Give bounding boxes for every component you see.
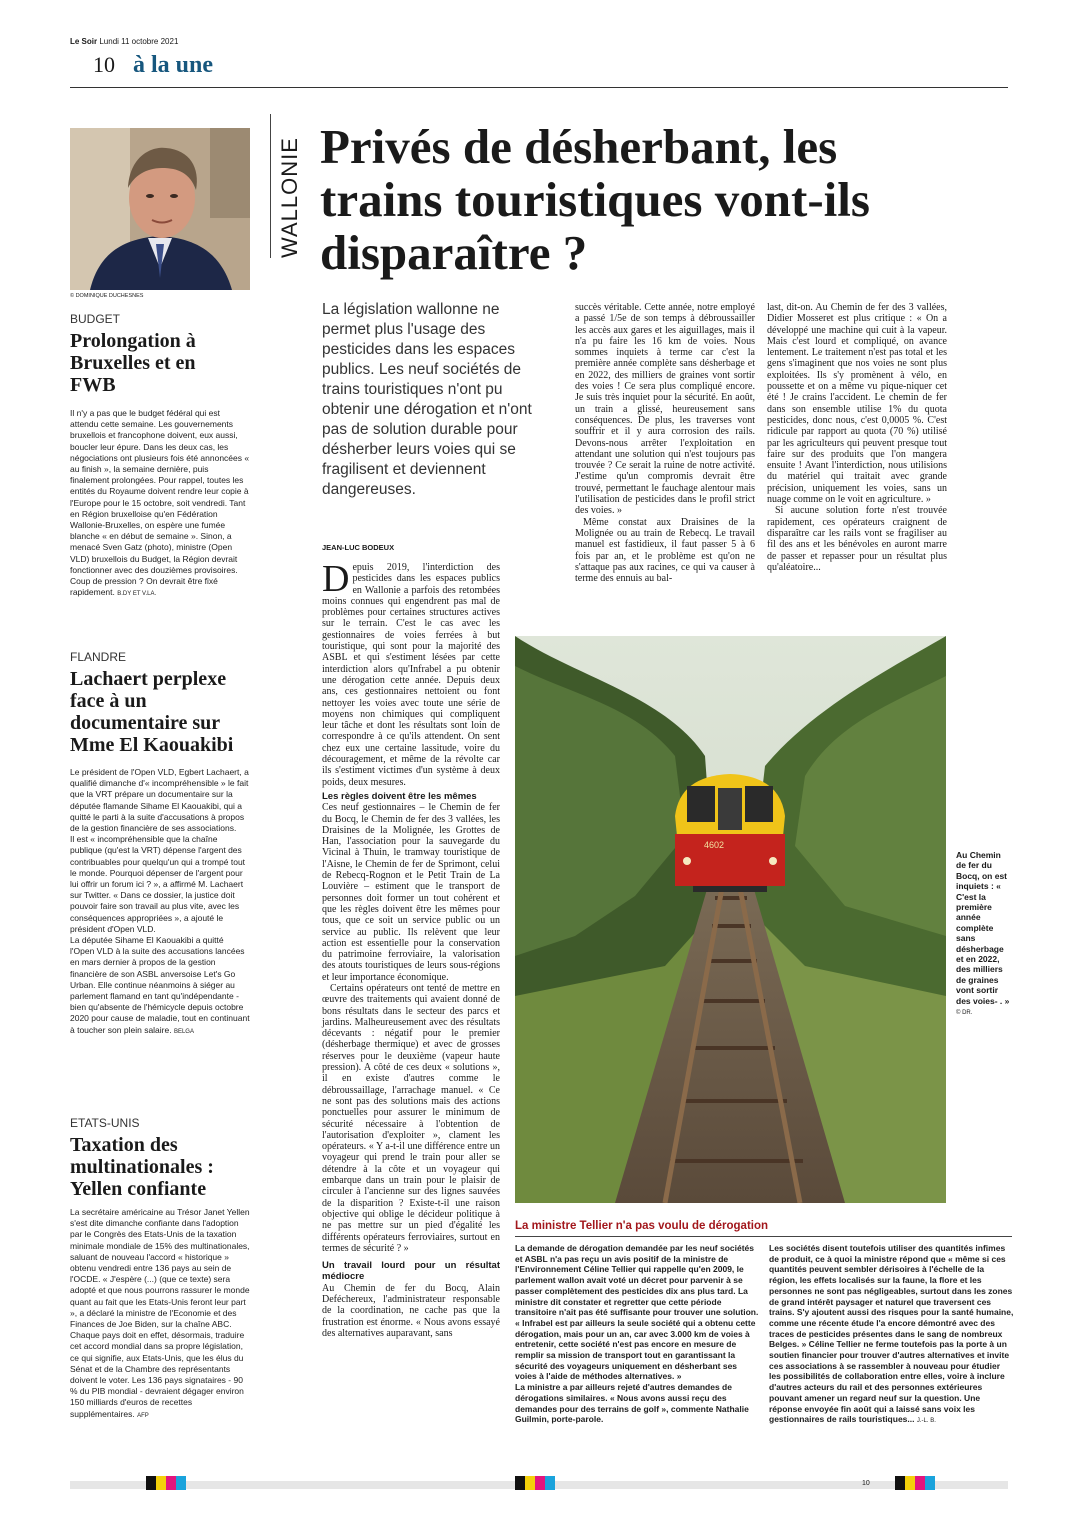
flandre-body [70,767,250,1038]
budget-text: Il n'y a pas que le budget fédéral qui est attendu cette semaine. Les gouvernements bruxellois et francophone doivent, eux aussi, boucler leur épure. Dans les deux cas, les négociations ont plusieurs fois été annoncées « au finish », la semaine dernière, puis finalement prolongées. Pour rappel, toutes les entités du Royaume doivent rendre leur copie à l'Europe pour le 15 octobre, soit vendredi. Tant en Région bruxelloise qu'en Fédération Wallonie-Bruxelles, on espère une fumée blanche « en début de semaine ». Sinon, a menacé Sven Gatz (photo), ministre (Open VLD) bruxellois du Budget, la Région devrait fonctionner avec des douzièmes provisoires. Coup de pression ? On devrait être fixé rapidement. [70,408,250,598]
flandre-paragraph-1: Le président de l'Open VLD, Egbert Lachaert, a qualifié dimanche d'« incompréhensible » le fait que la VRT prépare un documentaire sur la députée flamande Sihame El Kaouakibi, qui a quitté le parti à la suite d'accusations à propos de la gestion financière de ses associations. [70,767,249,834]
issue-date: Lundi 11 octobre 2021 [99,37,179,46]
boxout-signature: J.-L. B. [916,1418,936,1425]
color-registration-middle [515,1476,555,1490]
color-registration-right [895,1476,935,1490]
boxout-right-paragraph-1: Les sociétés disent toutefois utiliser des quantités infimes de produit, ce à quoi la ministre répond que « même si ces quantités peuvent sembler dérisoires à l'échelle de la région, les effets localisés sur la faune, la flore et les personnes ne sont pas négligeables, surtout dans les zones de grand intérêt paysager et naturel que traversent ces trains. S'y ajoutent aussi des risques pour la santé humaine, comme une récente étude l'a encore démontré avec des traces de pesticides présentes dans le sang de nombreux Belges. » Céline Tellier ne ferme toutefois pas la porte à un soutien financier pour trouver d'autres alternatives et invite ces associations à se rassembler à nouveau pour étudier les possibilités de collaboration entre elles, voire à inclure d'autres acteurs du rail et des personnes extérieures pouvant amener un regard neuf sur la question. Une réponse envoyée fin août qui a laissé sans voix les gestionnaires de rails touristiques... [769,1243,1014,1425]
column-1-paragraph-4: Au Chemin de fer du Bocq, Alain Deféchereux, l'administrateur responsable de la coordination, ne cache pas que la frustration est énorme. « Nous avons essayé des alternatives auparavant, sans [322,1282,500,1339]
article-byline: JEAN-LUC BODEUX [322,543,395,552]
flandre-headline: Lachaert perplexe face à un documentaire sur Mme El Kaouakibi [70,668,234,756]
rubric-wallonie [270,114,310,258]
column-2-paragraph-1: succès véritable. Cette année, notre employé a passé 1/5e de son temps à débroussailler les accès aux gares et les aiguillages, mais il n'a pu faire les 16 km de voies. Nous sommes inquiets à terme car c'est la première année complète sans désherbage et en 2022, des milliers de graines vont sortir des voies ! Ce sera plus compliqué encore. Je suis très inquiet pour la sécurité. En août, un train a glissé, heureusement sans conséquences. De plus, les traverses vont souffrir et il y aura corrosion des rails. Devons-nous arrêter l'exploitation en attendant une solution qui n'est toujours pas trouvée ? Ce serait la ruine de notre activité. J'estime qu'un compromis devrait être trouvé, permettant le fauchage alentour mais l'utilisation de pesticides dans le profil strict des voies. » [575,302,755,517]
article-column-1 [322,558,500,1339]
portrait-photo [70,128,250,290]
column-1-paragraph-1: epuis 2019, l'interdiction des pesticides dans les espaces publics en Wallonie a parfois des retombées moins connues qui engendrent pas mal de problèmes pour certaines structures actives sur le terrain. C'est le cas avec les gestionnaires de voies ferrées à but touristique, qui sont pour la majorité des ASBL et qui s'estiment lésées par cette interdiction alors qu'Infrabel a pu obtenir une dérogation cette année. Depuis deux ans, ces gestionnaires nettoient ou font nettoyer les voies avec toute une série de moyens non chimiques qui compliquent leur tâche et dont les résultats sont loin de correspondre à ce qu'ils attendent. On sent chez eux une certaine lassitude, voire du découragement, et même de la révolte car ils s'estiment victimes d'un système à deux poids, deux mesures. [322,562,500,788]
boxout-left-column [515,1243,760,1425]
column-3-paragraph-1: last, dit-on. Au Chemin de fer des 3 vallées, Didier Mosseret est plus critique : « On a développé une machine qui cuit à la vapeur. Mais c'est lourd et compliqué, on avance lentement. Le traitement n'est pas total et les gens s'imaginent que nos voies ne sont plus exploitées. Ils s'y promènent à vélo, en poussette et on a même vu pique-niquer cet été ! Je crains l'accident. Le chemin de fer dans son ensemble utilise 1% du quota pesticides, donc nous, c'est 0,0005 %. C'est ridicule par rapport au quota (70 %) utilisé par les agriculteurs qui peuvent presque tout faire sur des produits que l'on mangera ensuite ! Avant l'interdiction, nous utilisions du matériel qui traitait avec grande précision, uniquement les voies, sans un nuage comme on le voit en agriculture. » [767,302,947,506]
boxout-left-paragraph-2: « Infrabel est par ailleurs la seule société qui a obtenu cette dérogation, mais pour un an, car avec 3.000 km de voies à entretenir, cette société n'est pas encore en mesure de remplir sa mission de transport tout en garantissant la sécurité des voyageurs uniquement en désherbant ses voies à l'aide de méthodes alternatives. » [515,1317,756,1382]
section-title: à la une [133,52,214,78]
budget-signature: B.DY ET V.LA. [117,591,157,598]
subhead-rules: Les règles doivent être les mêmes [322,790,477,802]
usa-kicker: ETATS-UNIS [70,1116,140,1130]
usa-signature: AFP [137,1412,149,1419]
flandre-kicker: FLANDRE [70,650,127,664]
flandre-paragraph-2: Il est « incompréhensible que la chaîne publique (qu'est la VRT) dépense l'argent des contribuables pour quelqu'un qui a trompé tout le monde. Pourquoi dépenser de l'argent pour lui offrir un forum ici ? », a affirmé M. Lachaert sur Twitter. « Dans ce dossier, la justice doit pouvoir faire son travail au plus vite, avec les conséquences appropriées », a ajouté le président d'Open VLD. [70,834,246,934]
column-1-paragraph-3: Certains opérateurs ont tenté de mettre en œuvre des traitements qui avaient donné de bons résultats dans le secteur des parcs et jardins. Malheureusement avec des résultats décevants : négatif pour le premier (désherbage thermique) et avec de grosses réserves pour le deuxième (vapeur haute pression). A côté de ces deux « solutions », il en existe d'autres comme le débroussaillage, l'arrachage manuel. « Ce ne sont pas des solutions mais des actions ponctuelles pour assurer le minimum de sécurité nécessaire à l'obtention de l'autorisation d'exploiter », clament les opérateurs. « Y a-t-il une différence entre un voyageur qui prend le train pour aller se détendre à la côte et un voyageur qui embarque dans un train pour le plaisir de circuler à l'ancienne sur des lignes sauvées de la disparition ? Existe-t-il une raison objective qui oblige le décideur politique à ne pas mettre sur un pied d'égalité les différents opérateurs ferroviaires, surtout en termes de sécurité ? » [322,982,500,1254]
boxout-title: La ministre Tellier n'a pas voulu de dérogation [515,1220,769,1232]
article-column-3 [767,302,947,573]
rubric-label: WALLONIE [277,137,302,258]
photo-caption-credit: © DR. [956,1010,973,1017]
paper-name: Le Soir [70,37,98,46]
train-number: 4602 [704,840,725,850]
usa-text: La secrétaire américaine au Trésor Janet Yellen s'est dite dimanche confiante dans l'adoption par le Congrès des Etats-Unis de la taxation minimale mondiale de 15% des multinationales, saluant de nouveau l'accord « historique » obtenu vendredi entre 136 pays au sein de l'OCDE. « J'espère (...) (que ce texte) sera adopté et que nous pourrons rassurer le monde quant au fait que les Etats-Unis feront leur part », a déclaré la ministre de l'Economie et des Finances de Joe Biden, sur la chaîne ABC. Chaque pays doit en effet, désormais, traduire cet accord mondial dans sa propre législation, ce qui signifie, aux Etats-Unis, que les élus du Sénat et de la Chambre des représentants doivent le voter. Les 136 pays signataires - 90 % du PIB mondial - devraient dégager environ 150 milliards d'euros de recettes supplémentaires. [70,1207,250,1419]
budget-kicker: BUDGET [70,312,121,326]
photo-caption [956,850,1012,1019]
article-column-2 [575,302,755,584]
train-photo [515,636,946,1203]
flandre-paragraph-3: La députée Sihame El Kaouakibi a quitté l'Open VLD à la suite des accusations lancées en mars dernier à propos de la gestion financière de son ASBL anversoise Let's Go Urban. Elle continue néanmoins à siéger au parlement flamand en tant qu'indépendante - bien qu'absente de l'hémicycle depuis octobre 2020 pour cause de maladie, tout en continuant à toucher son plein salaire. [70,935,250,1035]
boxout-left-paragraph-1: La demande de dérogation demandée par les neuf sociétés et ASBL n'a pas reçu un avis positif de la ministre de l'Environnement Céline Tellier qui rappelle qu'en 2009, le parlement wallon avait voté un décret pour parvenir à se passer complètement des pesticides dix ans plus tard. La ministre dit constater et regretter que cette période transitoire n'ait pas été suffisante pour trouver une solution. [515,1243,759,1318]
portrait-illustration [70,128,250,290]
footer-page-number: 10 [862,1480,870,1487]
portrait-credit: © DOMINIQUE DUCHESNES [70,293,144,299]
subhead-heavy-work: Un travail lourd pour un résultat médiocre [322,1260,500,1283]
boxout-rule [515,1236,1012,1237]
column-2-paragraph-2: Même constat aux Draisines de la Molignée ou au train de Rebecq. Le travail manuel est fastidieux, il faut passer 5 à 6 fois par an, et le problème est qu'on ne s'attaque pas aux racines, ce qui va causer à terme des ennuis au bal- [575,516,755,585]
boxout-right-column [769,1243,1014,1427]
masthead [70,37,178,46]
boxout-left-paragraph-3: La ministre a par ailleurs rejeté d'autres demandes de dérogations similaires. « Nous avons aussi reçu des demandes pour des terrains de golf », commente Nathalie Guilmin, porte-parole. [515,1382,749,1425]
budget-body [70,408,250,600]
budget-headline: Prolongation à Bruxelles et en FWB [70,330,196,396]
flandre-signature: BELGA [173,1028,194,1035]
usa-body [70,1207,250,1422]
page-number: 10 [93,52,115,77]
photo-caption-text: Au Chemin de fer du Bocq, on est inquiets : « C'est la première année complète sans désherbage et en 2022, des milliers de graines vont sortir des voies- . » [956,850,1010,1006]
drop-cap: D [322,558,350,600]
article-lede: La législation wallonne ne permet plus l'usage des pesticides dans les espaces publics. Les neuf sociétés de trains touristiques n'ont pu obtenir une dérogation et n'ont pas de solution durable pour désherber leurs voies qui se fragilisent et deviennent dangereuses. [322,301,532,498]
color-registration-left [146,1476,186,1490]
column-1-paragraph-2: Ces neuf gestionnaires – le Chemin de fer du Bocq, le Chemin de fer des 3 vallées, les Draisines de la Molignée, les Grottes de Han, l'association pour la sauvegarde du Vicinal à Thuin, le tramway touristique de l'Aisne, le Chemin de fer de Sprimont, celui de Rebecq-Rognon et le Petit Train de La Louvière – estiment que le transport de personnes doit former un tout cohérent et que les règles doivent être les mêmes pour tous, que ce soit un service public ou un service au public. Ils relèvent que leur action est essentielle pour la conservation du patrimoine ferroviaire, la valorisation des atouts touristiques de leurs sous-régions et leur importance économique. [322,802,500,983]
article-headline: Privés de désherbant, les trains touristiques vont-ils disparaître ? [320,119,870,280]
train-illustration [515,636,946,1203]
column-3-paragraph-2: Si aucune solution forte n'est trouvée rapidement, ces opérateurs craignent de disparaître car les rails vont se fragiliser au fil des ans et les bénévoles en auront marre de passer et repasser pour un résultat plus qu'aléatoire... [767,505,947,573]
usa-headline: Taxation des multinationales : Yellen confiante [70,1134,214,1200]
